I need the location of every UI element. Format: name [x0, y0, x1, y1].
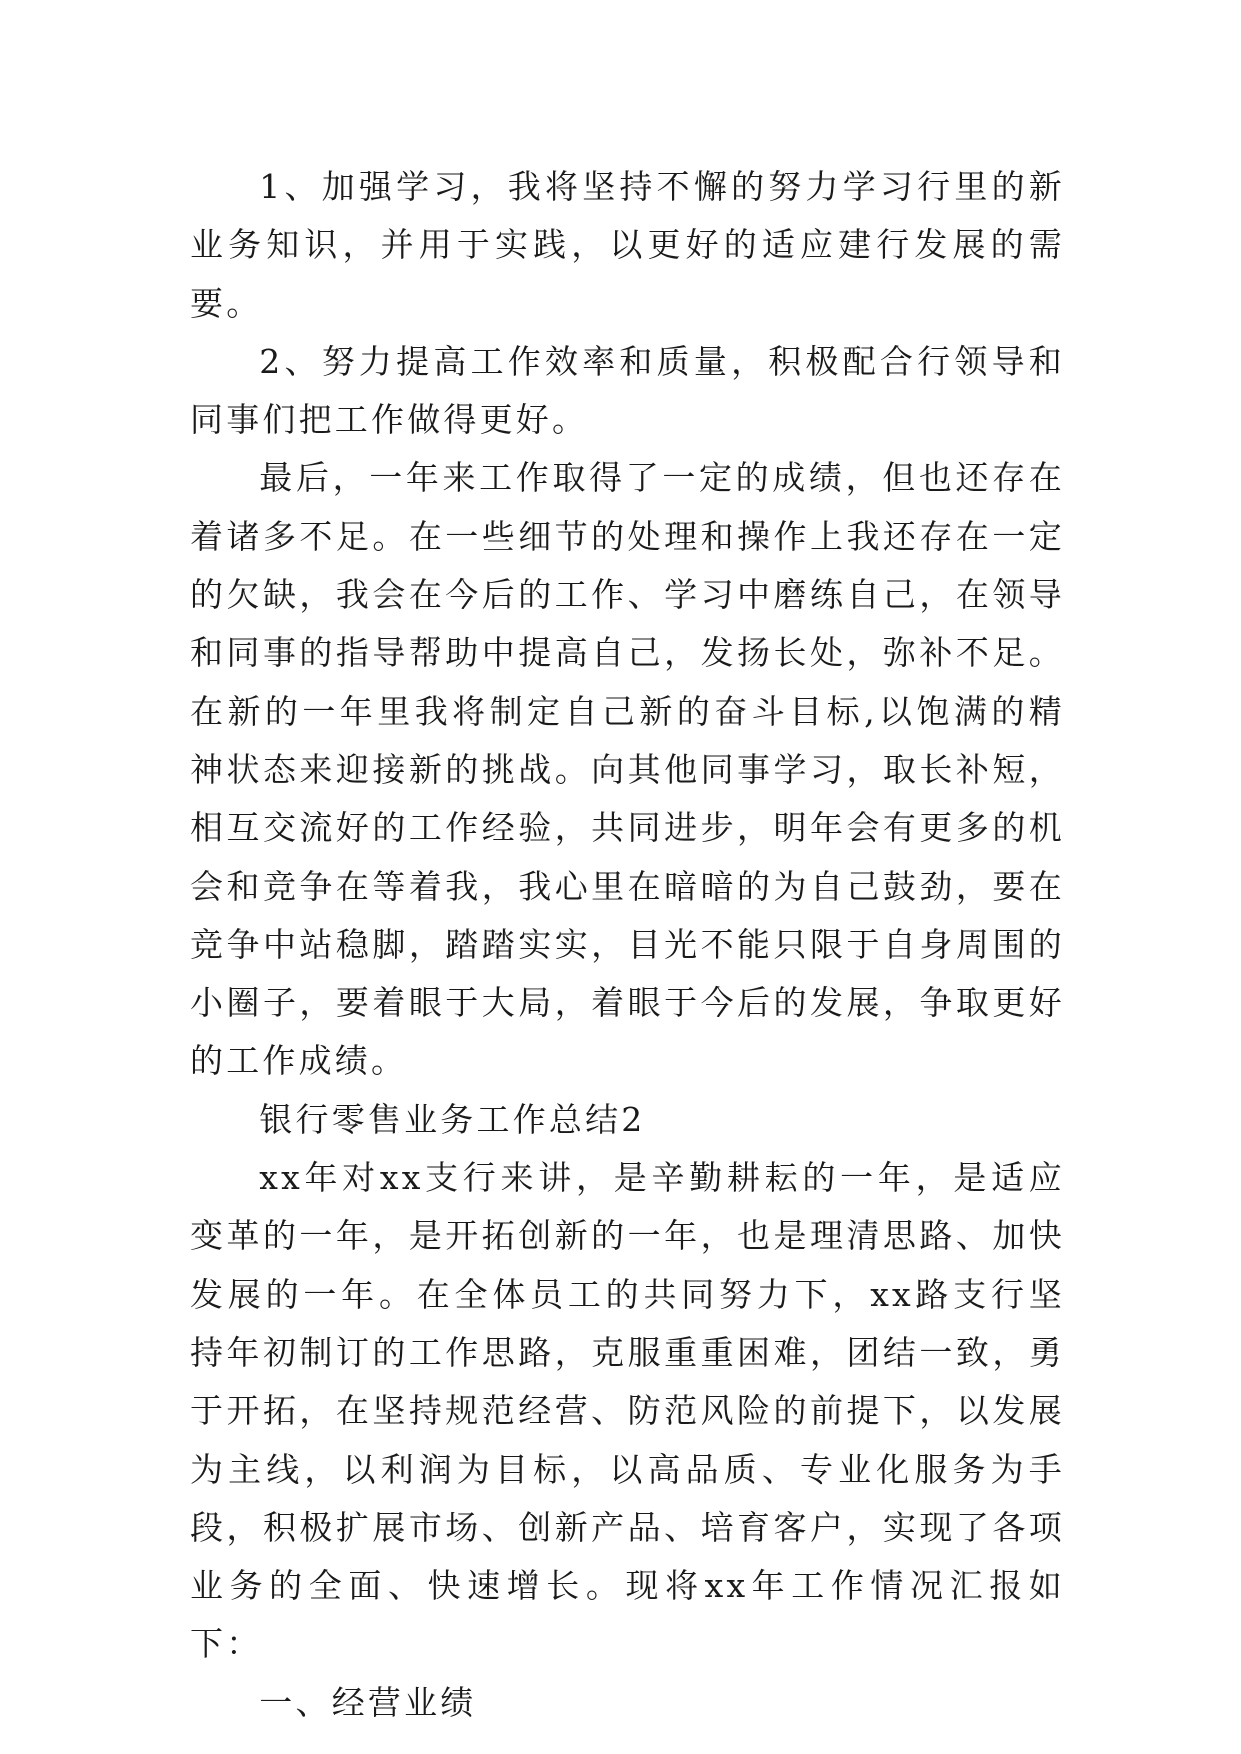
paragraph-efficiency: 2、努力提高工作效率和质量，积极配合行领导和同事们把工作做得更好。 — [190, 341, 1065, 440]
paragraph-study: 1、加强学习，我将坚持不懈的努力学习行里的新业务知识，并用于实践，以更好的适应建行发展的需要。 — [190, 167, 1065, 323]
paragraph-conclusion: 最后，一年来工作取得了一定的成绩，但也还存在着诸多不足。在一些细节的处理和操作上我还存在一定的欠缺，我会在今后的工作、学习中磨练自己，在领导和同事的指导帮助中提高自己，发扬长处，弥补不足。在新的一年里我将制定自己新的奋斗目标,以饱满的精神状态来迎接新的挑战。向其他同事学习，取长补短，相互交流好的工作经验，共同进步，明年会有更多的机会和竞争在等着我，我心里在暗暗的为自己鼓劲，要在竞争中站稳脚，踏踏实实，目光不能只限于自身周围的小圈子，要着眼于大局，着眼于今后的发展，争取更好的工作成绩。 — [190, 458, 1065, 1081]
subheading-performance: 一、经营业绩 — [259, 1682, 477, 1722]
document-body — [190, 158, 1065, 1732]
paragraph-intro: xx年对xx支行来讲，是辛勤耕耘的一年，是适应变革的一年，是开拓创新的一年，也是理清思路、加快发展的一年。在全体员工的共同努力下，xx路支行坚持年初制订的工作思路，克服重重困难，团结一致，勇于开拓，在坚持规范经营、防范风险的前提下，以发展为主线，以利润为目标，以高品质、专业化服务为手段，积极扩展市场、创新产品、培育客户，实现了各项业务的全面、快速增长。现将xx年工作情况汇报如下： — [190, 1158, 1065, 1664]
section-title: 银行零售业务工作总结2 — [259, 1099, 646, 1139]
